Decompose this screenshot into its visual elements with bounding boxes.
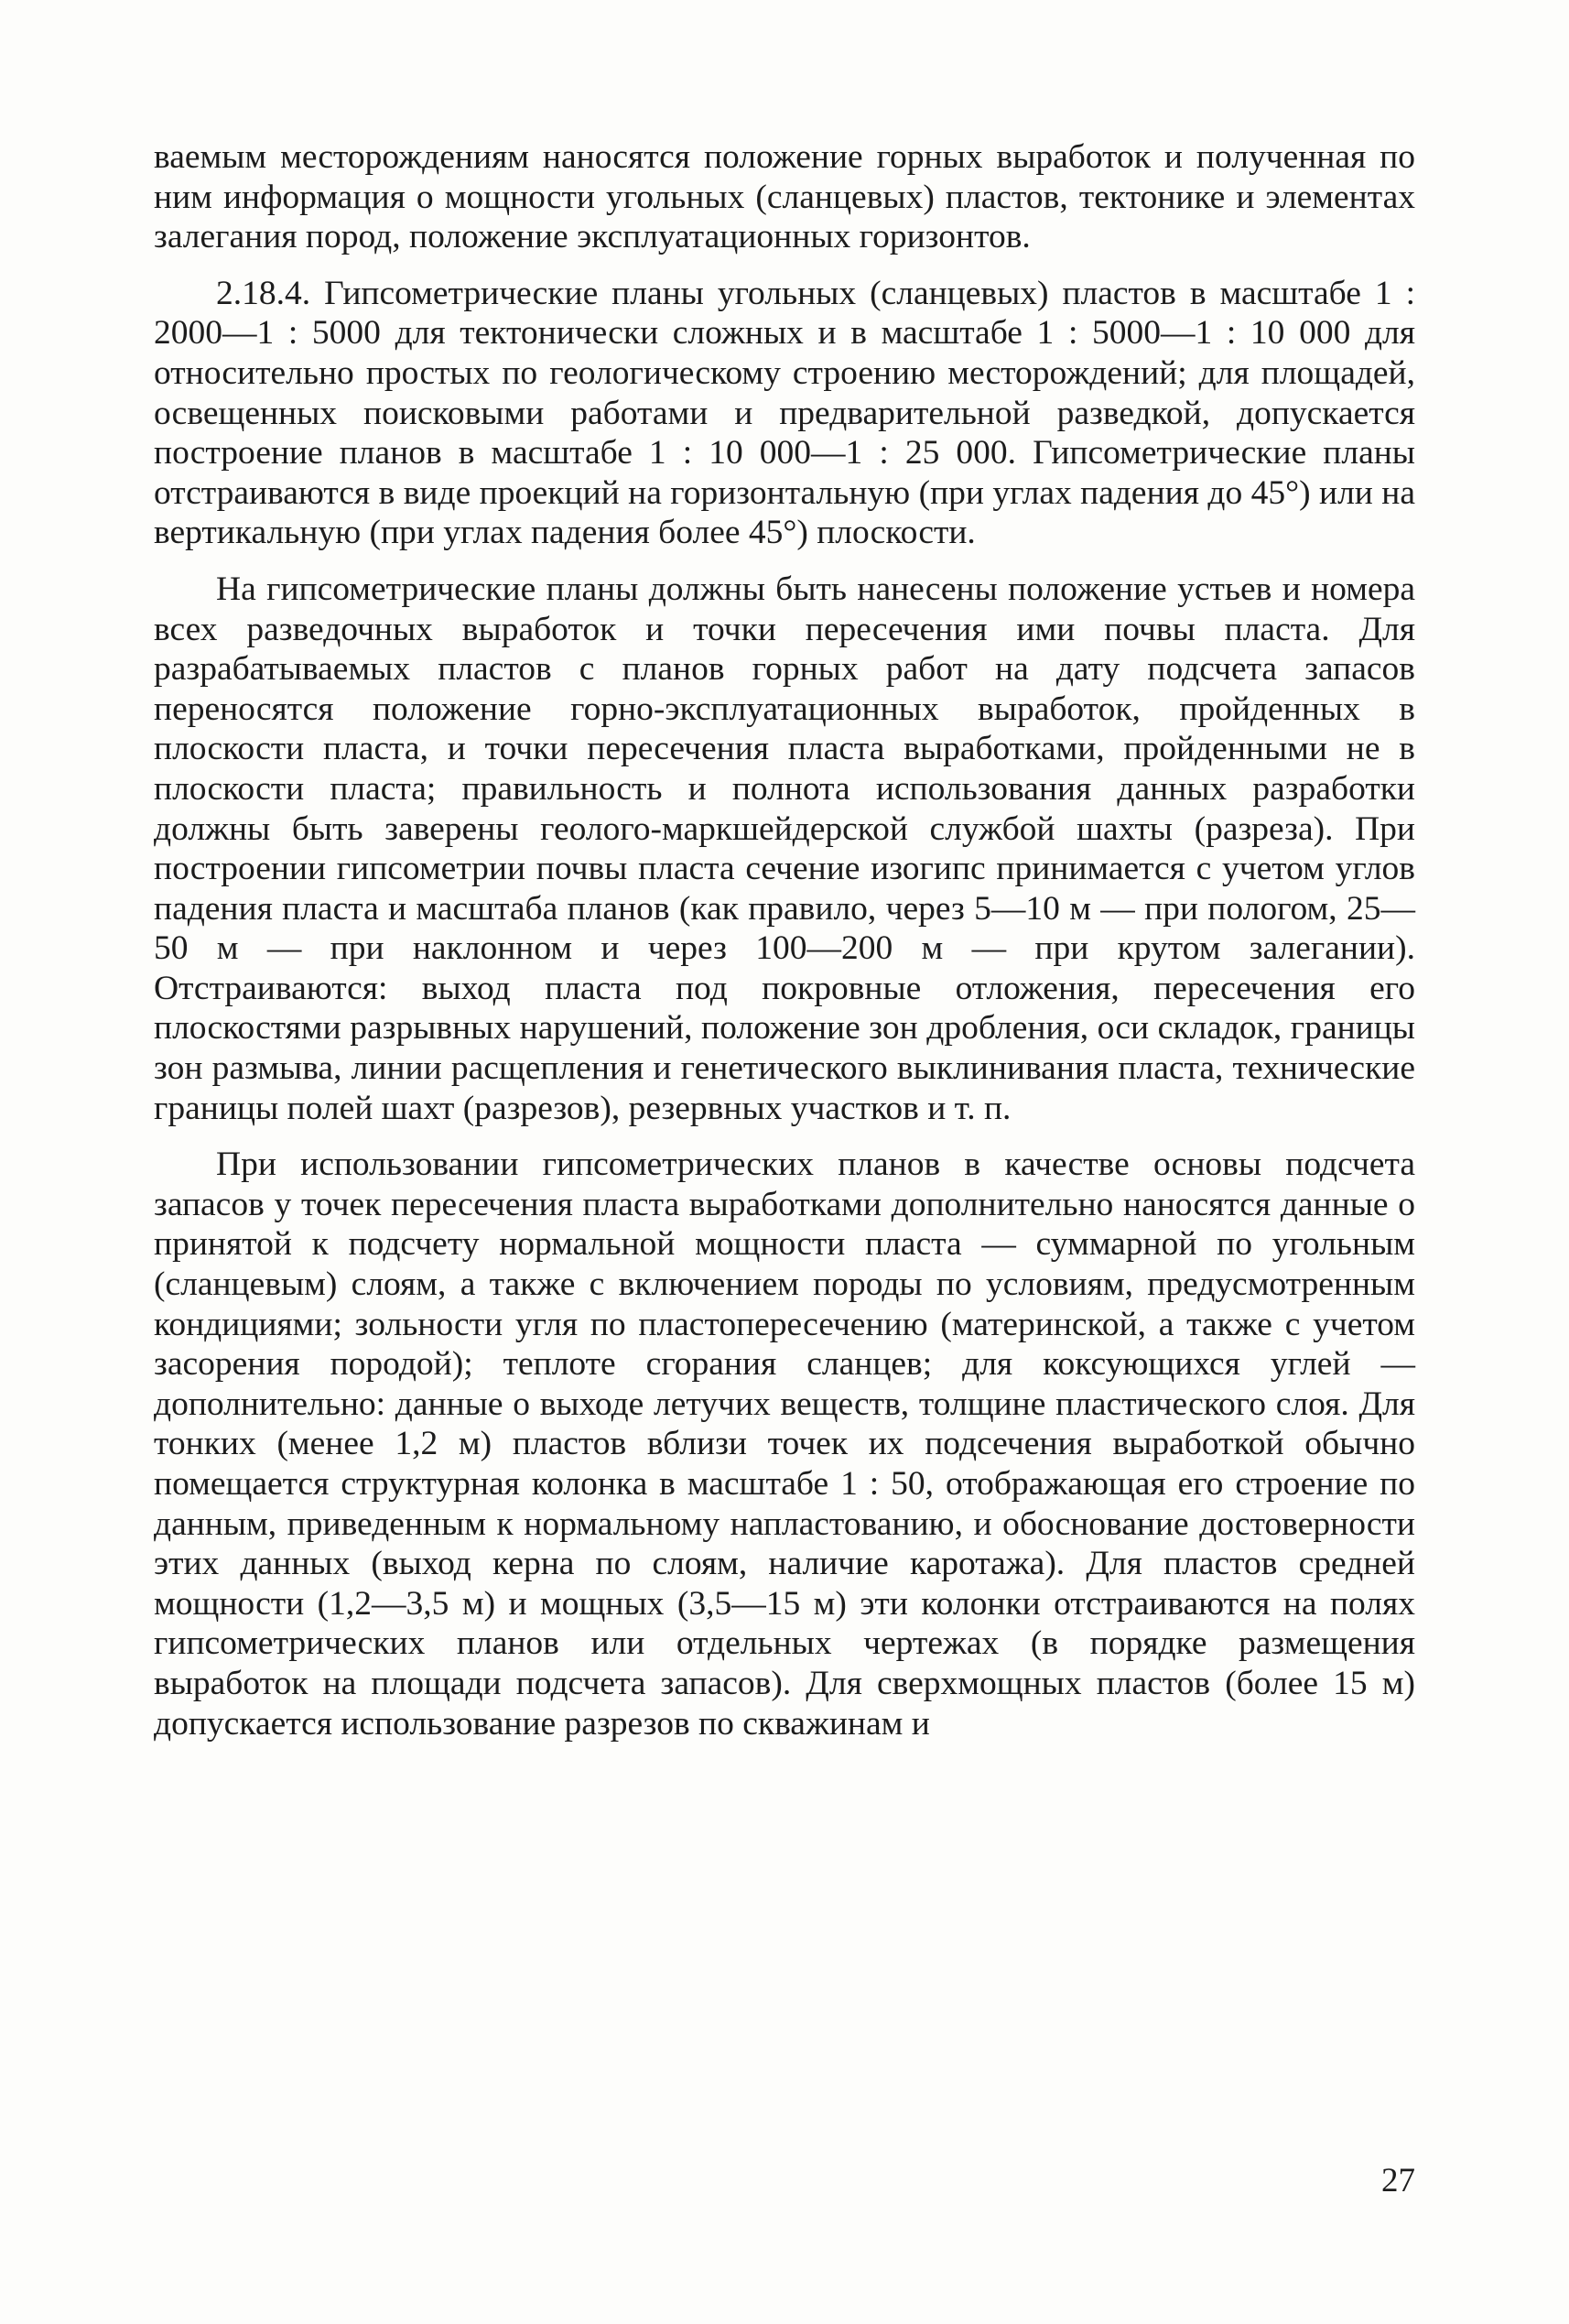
paragraph-continuation: ваемым месторождениям наносятся положение горных выработок и полученная по ним информация о мощности угольных (сланцевых) пластов, тектонике и элементах залегания пород, положение эксплуатационных горизонтов.: [154, 138, 1415, 256]
page-number: 27: [1381, 2162, 1415, 2199]
paragraph-hypsometric-plans: На гипсометрические планы должны быть нанесены положение устьев и номера всех разведочных выработок и точки пересечения ими почвы пласта. Для разрабатываемых пластов с планов горных работ на дату подсчета запасов переносятся положение горно-эксплуатационных выработок, пройденных в плоскости пласта, и точки пересечения пласта выработками, пройденными не в плоскости пласта; правильность и полнота использования данных разработки должны быть заверены геолого-маркшейдерской службой шахты (разреза). При построении гипсометрии почвы пласта сечение изогипс принимается с учетом углов падения пласта и масштаба планов (как правило, через 5—10 м — при пологом, 25—50 м — при наклонном и через 100—200 м — при крутом залегании). Отстраиваются: выход пласта под покровные отложения, пересечения его плоскостями разрывных нарушений, положение зон дробления, оси складок, границы зон размыва, линии расщепления и генетического выклинивания пласта, технические границы полей шахт (разрезов), резервных участков и т. п.: [154, 570, 1415, 1127]
body-text: [154, 137, 1415, 1760]
paragraph-section-2-18-4: 2.18.4. Гипсометрические планы угольных (сланцевых) пластов в масштабе 1 : 2000—1 : 5000 для тектонически сложных и в масштабе 1 : 5000—1 : 10 000 для относительно простых по геологическому строению месторождений; для площадей, освещенных поисковыми работами и предварительной разведкой, допускается построение планов в масштабе 1 : 10 000—1 : 25 000. Гипсометрические планы отстраиваются в виде проекций на горизонтальную (при углах падения до 45°) или на вертикальную (при углах падения более 45°) плоскости.: [154, 274, 1415, 552]
paragraph-reserves-calculation: При использовании гипсометрических планов в качестве основы подсчета запасов у точек пересечения пласта выработками дополнительно наносятся данные о принятой к подсчету нормальной мощности пласта — суммарной по угольным (сланцевым) слоям, а также с включением породы по условиям, предусмотренным кондициями; зольности угля по пластопересечению (материнской, а также с учетом засорения породой); теплоте сгорания сланцев; для коксующихся углей — дополнительно: данные о выходе летучих веществ, толщине пластического слоя. Для тонких (менее 1,2 м) пластов вблизи точек их подсечения выработкой обычно помещается структурная колонка в масштабе 1 : 50, отображающая его строение по данным, приведенным к нормальному напластованию, и обоснование достоверности этих данных (выход керна по слоям, наличие каротажа). Для пластов средней мощности (1,2—3,5 м) и мощных (3,5—15 м) эти колонки отстраиваются на полях гипсометрических планов или отдельных чертежах (в порядке размещения выработок на площади подсчета запасов). Для сверхмощных пластов (более 15 м) допускается использование разрезов по скважинам и: [154, 1146, 1415, 1743]
